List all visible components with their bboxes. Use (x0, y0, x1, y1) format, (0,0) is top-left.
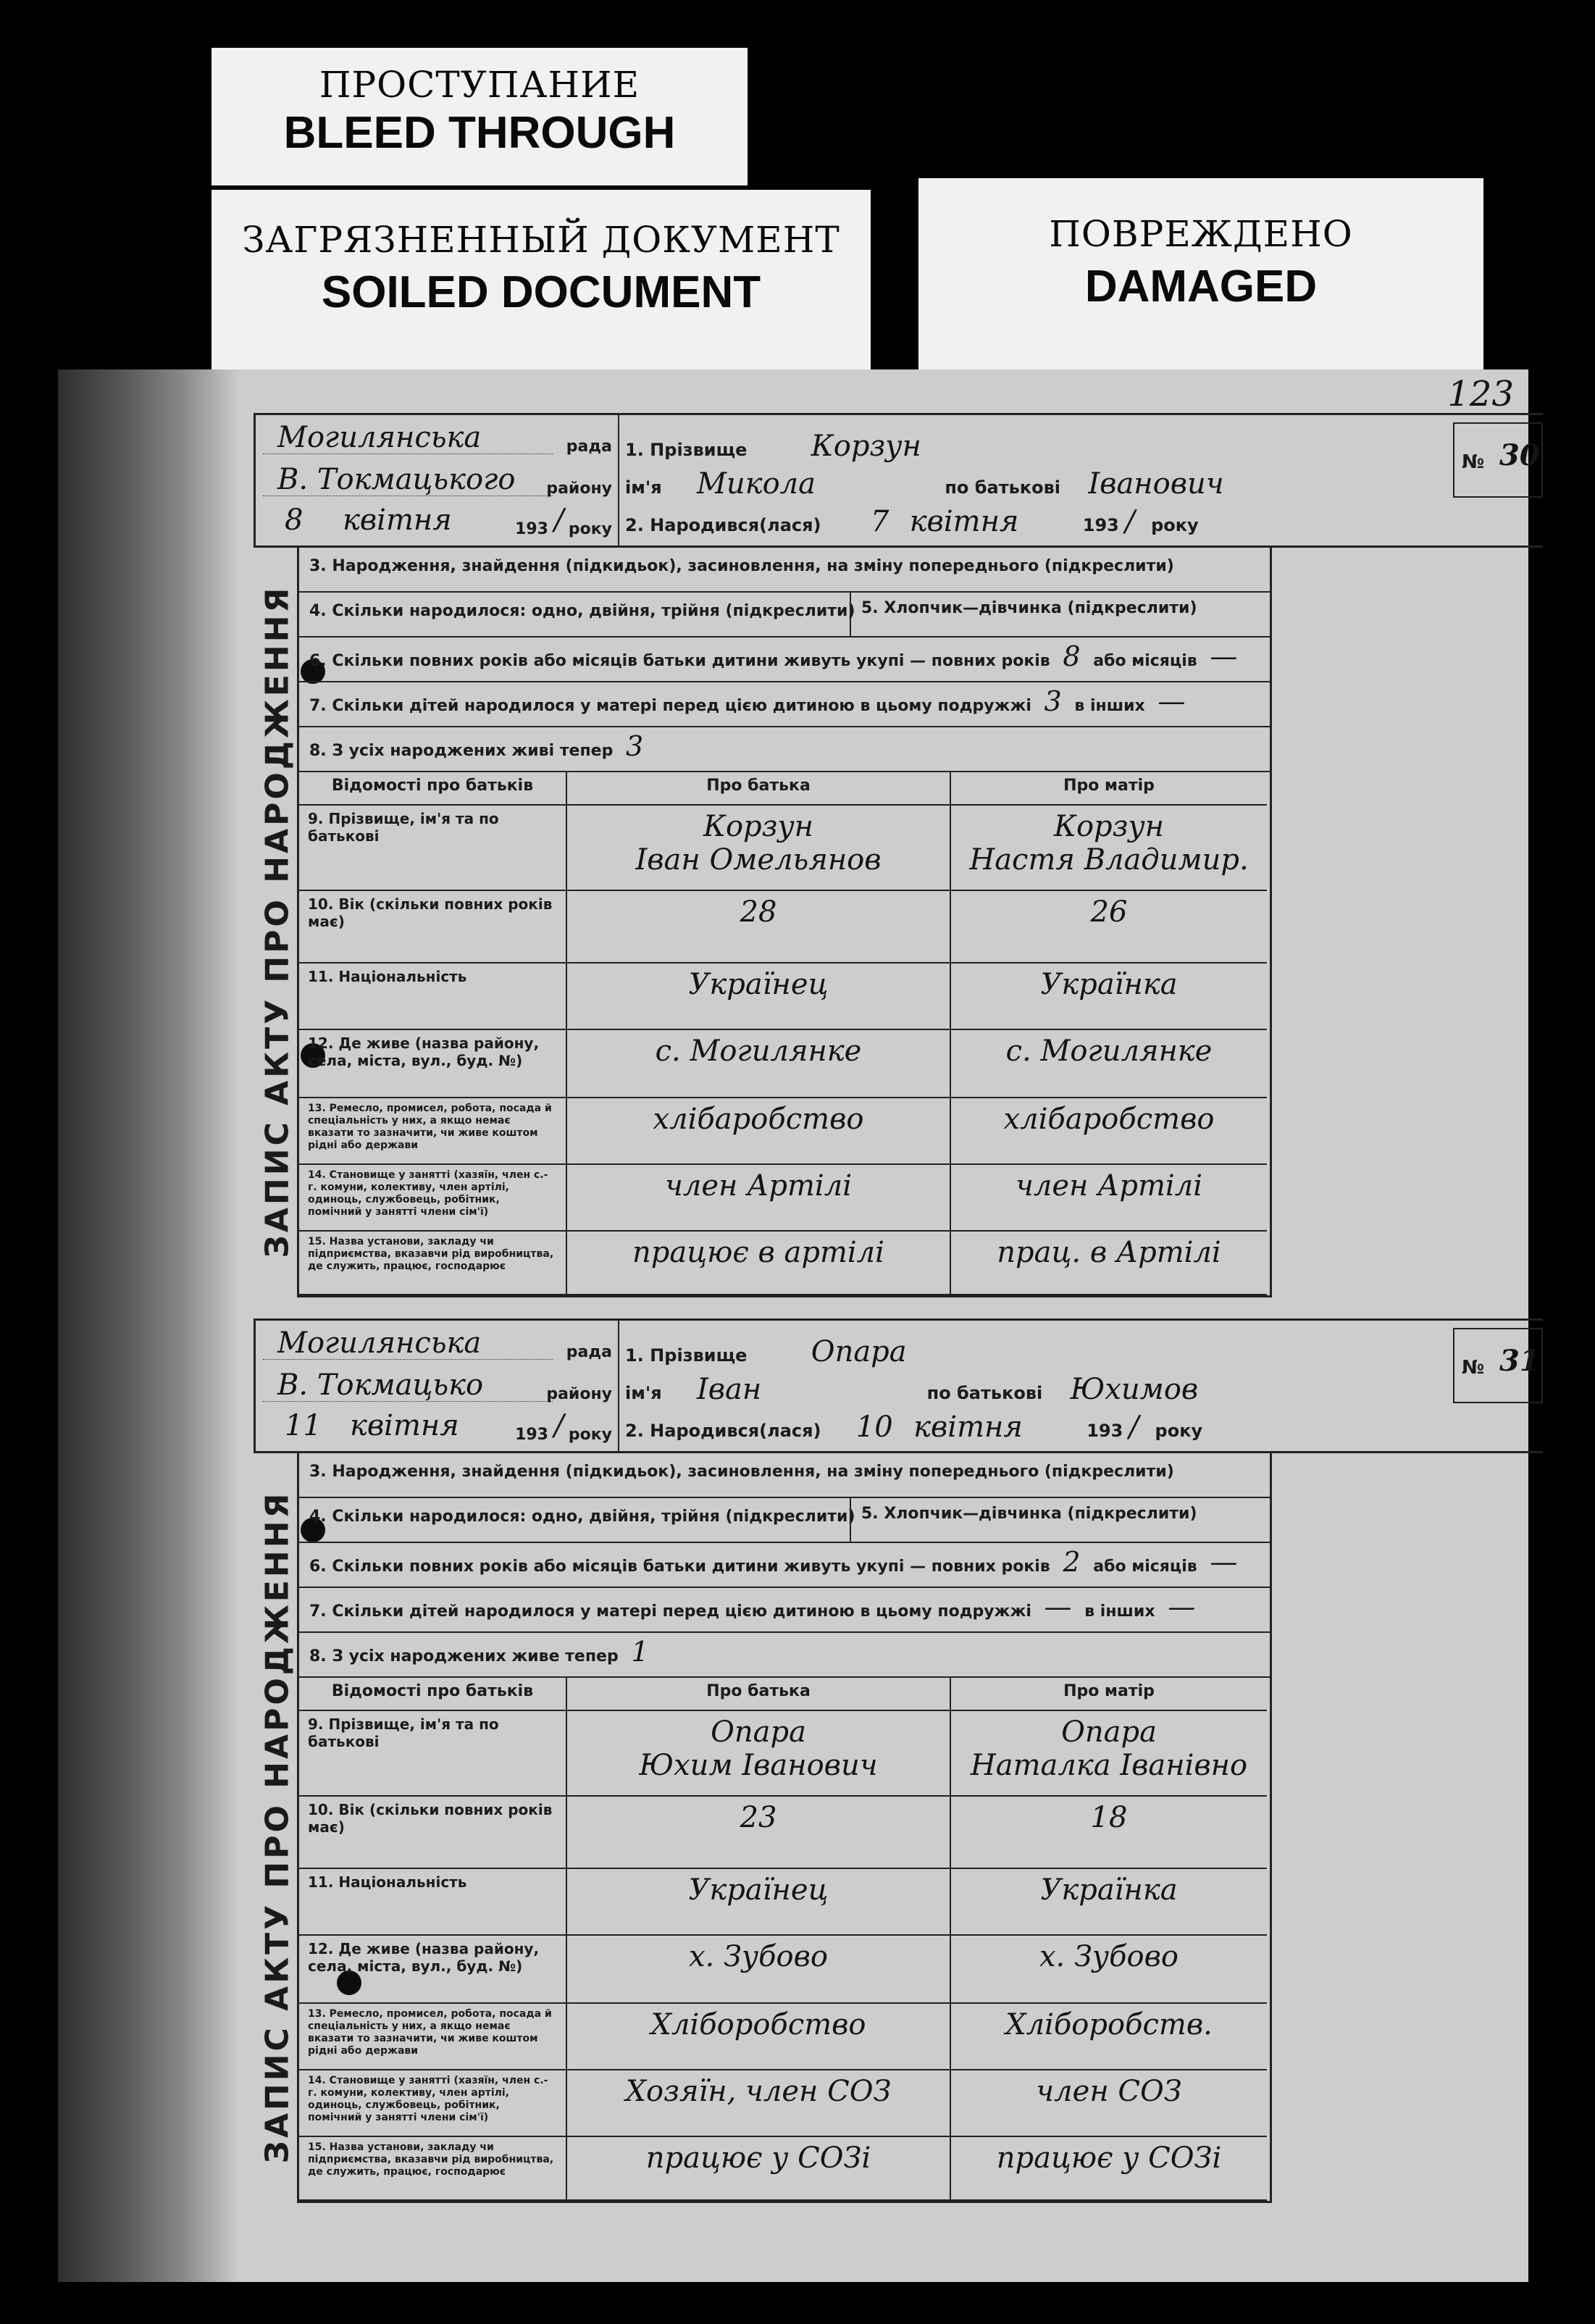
months-together: — (1210, 640, 1238, 672)
q8-row (299, 1633, 1270, 1678)
father-residence-cell (567, 1936, 951, 2004)
birth-year-prefix: 193 (1087, 1421, 1123, 1441)
registration-date-line (263, 1406, 618, 1448)
mother-status: член СОЗ (1036, 2075, 1182, 2108)
reg-year-prefix: 193 (515, 520, 548, 538)
q7-label: 7. Скільки дітей народилося у матері перед цією дитиною в цьому подружжі (309, 697, 1031, 715)
birth-month: квітня (909, 505, 1019, 538)
mother-workplace: працює у СОЗі (996, 2141, 1222, 2175)
birth-month: квітня (913, 1410, 1023, 1444)
q1-label: 1. Прізвище (625, 440, 748, 460)
child-surname: Корзун (811, 430, 921, 463)
q10-label: 10. Вік (скільки повних років має) (299, 1797, 567, 1869)
father-nationality: Українец (688, 1873, 829, 1907)
birth-record-31 (254, 1318, 1543, 2203)
q1-label: 1. Прізвище (625, 1345, 748, 1366)
surname-line (625, 430, 921, 463)
number-label: № (1462, 451, 1485, 473)
q7-row (299, 1588, 1270, 1633)
damaged-ru: ПОВРЕЖДЕНО (1049, 213, 1353, 255)
q8-label: 8. З усіх народжених живе тепер (309, 1647, 619, 1665)
mother-surname: Корзун (1053, 810, 1164, 843)
district-value: В. Токмацько (277, 1368, 484, 1402)
father-surname: Опара (711, 1715, 806, 1749)
months-together: — (1210, 1546, 1238, 1578)
q4-q5-row (299, 593, 1270, 638)
father-status: член Артілі (665, 1169, 852, 1203)
father-age-cell (567, 1797, 951, 1869)
reg-year-suffix: року (568, 520, 612, 538)
mother-age-cell (951, 1797, 1267, 1869)
q4-label: 4. Скільки народилося: одно, двійня, трійня (підкреслити) (309, 602, 855, 620)
side-title-text: ЗАПИС АКТУ ПРО НАРОДЖЕННЯ (259, 1490, 296, 2164)
father-workplace-cell (567, 1232, 951, 1295)
damaged-en: DAMAGED (1084, 262, 1318, 312)
father-nationality: Українец (688, 968, 829, 1001)
birth-day: 7 (870, 505, 889, 538)
patronymic-label: по батькові (926, 1383, 1043, 1403)
mother-header: Про матір (951, 772, 1267, 806)
number-label: № (1462, 1357, 1485, 1379)
q7-other-label: в інших (1074, 697, 1145, 715)
birth-year-suffix: року (1151, 515, 1199, 535)
mother-workplace-cell (951, 2137, 1267, 2201)
birth-year: / (1125, 505, 1135, 538)
father-trade: хлібаробство (653, 1103, 864, 1136)
registration-date-line (263, 501, 618, 543)
q6-label: 6. Скільки повних років або місяців батьки дитини живуть укупі — повних років (309, 1558, 1050, 1576)
q3-label: 3. Народження, знайдення (підкидьок), засиновлення, на зміну попереднього (підкреслити) (309, 1463, 1174, 1481)
q3-label: 3. Народження, знайдення (підкидьок), засиновлення, на зміну попереднього (підкреслити) (309, 557, 1174, 575)
q11-label: 11. Національність (299, 1869, 567, 1936)
q8-label: 8. З усіх народжених живі тепер (309, 742, 614, 760)
q13-label: 13. Ремесло, промисел, робота, посада й спеціальність у них, а якщо немає вказати то зазначити, чи живе коштом рідні або держави (299, 2004, 567, 2070)
prev-children-other: — (1168, 1591, 1196, 1623)
record-number-box (1453, 422, 1543, 498)
mother-nationality-cell (951, 1869, 1267, 1936)
mother-given-name: Наталка Іванівно (970, 1749, 1248, 1782)
damaged-label (918, 178, 1483, 374)
child-name: Іван (696, 1373, 762, 1406)
soiled-document-en: SOILED DOCUMENT (321, 267, 761, 317)
imya-label: ім'я (625, 477, 662, 498)
q6-months-label: або місяців (1093, 652, 1197, 670)
father-name-cell (567, 806, 951, 891)
mother-workplace: прац. в Артілі (997, 1236, 1221, 1269)
mother-residence-cell (951, 1936, 1267, 2004)
birth-day: 10 (855, 1410, 893, 1444)
mother-trade: Хліборобств. (1005, 2008, 1213, 2041)
registration-block (256, 1321, 619, 1451)
father-age: 23 (740, 1801, 777, 1834)
q9-label: 9. Прізвище, ім'я та по батькові (299, 1711, 567, 1797)
father-header: Про батька (567, 1678, 951, 1711)
mother-name-cell (951, 1711, 1267, 1797)
father-trade-cell (567, 1098, 951, 1165)
q5-label: 5. Хлопчик—дівчинка (підкреслити) (850, 593, 1197, 636)
birth-year: / (1129, 1410, 1139, 1444)
father-nationality-cell (567, 1869, 951, 1936)
q5-label: 5. Хлопчик—дівчинка (підкреслити) (850, 1498, 1197, 1542)
q12-label: 12. Де живе (назва району, села, міста, вул., буд. №) (299, 1936, 567, 2004)
child-patronymic: Юхимов (1070, 1373, 1199, 1406)
birth-date-line (625, 505, 1199, 538)
record-body (259, 548, 1272, 1297)
years-together: 2 (1063, 1546, 1081, 1578)
q8-row (299, 727, 1270, 772)
rada-label: рада (566, 1343, 612, 1361)
q7-row (299, 682, 1270, 727)
bleed-through-label (212, 48, 748, 185)
record-header (254, 413, 1543, 548)
district-line (263, 1366, 618, 1408)
council-value: Могилянська (277, 1326, 482, 1360)
reg-month: квітня (343, 503, 452, 537)
birth-date-line (625, 1410, 1202, 1444)
sheet-edge-shadow (58, 369, 239, 2282)
prev-children: — (1044, 1591, 1072, 1623)
father-residence: с. Могилянке (655, 1034, 862, 1068)
q15-label: 15. Назва установи, закладу чи підприємства, вказавчи рід виробництва, де служить, працює, господарює (299, 1232, 567, 1295)
raionu-label: району (546, 1385, 612, 1403)
mother-residence: х. Зубово (1039, 1940, 1179, 1973)
child-patronymic: Іванович (1088, 467, 1224, 501)
prev-children: 3 (1044, 685, 1062, 717)
father-name-cell (567, 1711, 951, 1797)
q6-label: 6. Скільки повних років або місяців батьки дитини живуть укупі — повних років (309, 652, 1050, 670)
mother-workplace-cell (951, 1232, 1267, 1295)
record-number-box (1453, 1328, 1543, 1403)
reg-year: / (554, 1409, 564, 1442)
alive-now: 3 (625, 730, 644, 762)
q13-label: 13. Ремесло, промисел, робота, посада й спеціальність у них, а якщо немає вказати то зазначити, чи живе коштом рідні або держави (299, 1098, 567, 1165)
q4-q5-row (299, 1498, 1270, 1543)
child-surname: Опара (811, 1335, 907, 1368)
mother-header: Про матір (951, 1678, 1267, 1711)
reg-day: 11 (285, 1409, 322, 1442)
q15-label: 15. Назва установи, закладу чи підприємства, вказавчи рід виробництва, де служить, працює, господарює (299, 2137, 567, 2201)
q3-row (299, 1453, 1270, 1498)
q4-label: 4. Скільки народилося: одно, двійня, трійня (підкреслити) (309, 1508, 855, 1526)
q11-label: 11. Національність (299, 964, 567, 1030)
mother-name-cell (951, 806, 1267, 891)
mother-trade: хлібаробство (1003, 1103, 1215, 1136)
q6-row (299, 1543, 1270, 1588)
mother-residence-cell (951, 1030, 1267, 1098)
side-title (256, 548, 299, 1295)
page-number: 123 (1447, 374, 1514, 414)
soiled-document-ru: ЗАГРЯЗНЕННЫЙ ДОКУМЕНТ (242, 219, 840, 261)
father-nationality-cell (567, 964, 951, 1030)
mother-trade-cell (951, 1098, 1267, 1165)
parents-info-header: Відомості про батьків (299, 772, 567, 806)
record-number: 30 (1499, 438, 1540, 472)
rada-label: рада (566, 438, 612, 456)
father-trade: Хліборобство (650, 2008, 866, 2041)
reg-month: квітня (350, 1409, 459, 1442)
birth-record-30 (254, 413, 1543, 1297)
mother-status-cell (951, 1165, 1267, 1232)
parents-info-header: Відомості про батьків (299, 1678, 567, 1711)
name-line (625, 467, 1224, 501)
q3-row (299, 548, 1270, 593)
council-line (263, 418, 618, 460)
side-title-text: ЗАПИС АКТУ ПРО НАРОДЖЕННЯ (259, 585, 296, 1258)
surname-line (625, 1335, 907, 1368)
father-trade-cell (567, 2004, 951, 2070)
prev-children-other: — (1157, 685, 1186, 717)
mother-nationality: Українка (1040, 1873, 1178, 1907)
q14-label: 14. Становище у занятті (хазяїн, член с.-г. комуни, колективу, член артілі, одиноць, службовець, робітник, помічний у занятті члени сім'ї) (299, 2070, 567, 2137)
father-given-name: Іван Омельянов (635, 843, 882, 877)
q12-label: 12. Де живе (назва району, села, міста, вул., буд. №) (299, 1030, 567, 1098)
q2-label: 2. Народився(лася) (625, 515, 821, 535)
council-value: Могилянська (277, 421, 482, 454)
q6-months-label: або місяців (1093, 1558, 1197, 1576)
imya-label: ім'я (625, 1383, 662, 1403)
raionu-label: району (546, 480, 612, 498)
father-given-name: Юхим Іванович (639, 1749, 878, 1782)
parents-table (299, 772, 1270, 1295)
father-workplace-cell (567, 2137, 951, 2201)
bleed-through-en: BLEED THROUGH (283, 108, 676, 158)
district-line (263, 460, 618, 502)
q7-other-label: в інших (1084, 1602, 1155, 1621)
parents-table (299, 1678, 1270, 2201)
mother-nationality: Українка (1040, 968, 1178, 1001)
mother-age-cell (951, 891, 1267, 964)
father-age-cell (567, 891, 951, 964)
record-header (254, 1318, 1543, 1453)
child-block (625, 1321, 1444, 1451)
patronymic-label: по батькові (945, 477, 1060, 498)
reg-year-prefix: 193 (515, 1426, 548, 1444)
q9-label: 9. Прізвище, ім'я та по батькові (299, 806, 567, 891)
years-together: 8 (1063, 640, 1081, 672)
register-sheet (58, 369, 1540, 2282)
q7-label: 7. Скільки дітей народилося у матері перед цією дитиною в цьому подружжі (309, 1602, 1031, 1621)
q14-label: 14. Становище у занятті (хазяїн, член с.-г. комуни, колективу, член артілі, одиноць, службовець, робітник, помічний у занятті члени сім'ї) (299, 1165, 567, 1232)
father-residence: х. Зубово (689, 1940, 828, 1973)
father-surname: Корзун (703, 810, 813, 843)
mother-surname: Опара (1061, 1715, 1157, 1749)
father-workplace: працює в артілі (632, 1236, 884, 1269)
mother-status: член Артілі (1016, 1169, 1202, 1203)
father-header: Про батька (567, 772, 951, 806)
side-title (256, 1453, 299, 2201)
father-residence-cell (567, 1030, 951, 1098)
birth-year-suffix: року (1155, 1421, 1203, 1441)
alive-now: 1 (631, 1636, 649, 1668)
father-status: Хозяїн, член СОЗ (625, 2075, 892, 2108)
father-status-cell (567, 2070, 951, 2137)
district-value: В. Токмацького (277, 463, 516, 496)
father-workplace: працює у СОЗі (645, 2141, 871, 2175)
birth-year-prefix: 193 (1082, 515, 1119, 535)
mother-given-name: Настя Владимир. (969, 843, 1249, 877)
council-line (263, 1324, 618, 1366)
mother-residence: с. Могилянке (1005, 1034, 1213, 1068)
mother-trade-cell (951, 2004, 1267, 2070)
child-block (625, 415, 1444, 546)
soiled-document-label (212, 190, 871, 387)
father-age: 28 (740, 895, 777, 929)
reg-year-suffix: року (568, 1426, 612, 1444)
child-name: Микола (696, 467, 816, 501)
bleed-through-ru: ПРОСТУПАНИЕ (319, 64, 640, 106)
q10-label: 10. Вік (скільки повних років має) (299, 891, 567, 964)
mother-age: 18 (1090, 1801, 1128, 1834)
reg-day: 8 (285, 503, 303, 537)
q2-label: 2. Народився(лася) (625, 1421, 821, 1441)
name-line (625, 1373, 1198, 1406)
q6-row (299, 638, 1270, 682)
mother-status-cell (951, 2070, 1267, 2137)
reg-year: / (554, 503, 564, 537)
mother-nationality-cell (951, 964, 1267, 1030)
registration-block (256, 415, 619, 546)
father-status-cell (567, 1165, 951, 1232)
record-number: 31 (1499, 1344, 1540, 1378)
mother-age: 26 (1090, 895, 1128, 929)
record-body (259, 1453, 1272, 2203)
